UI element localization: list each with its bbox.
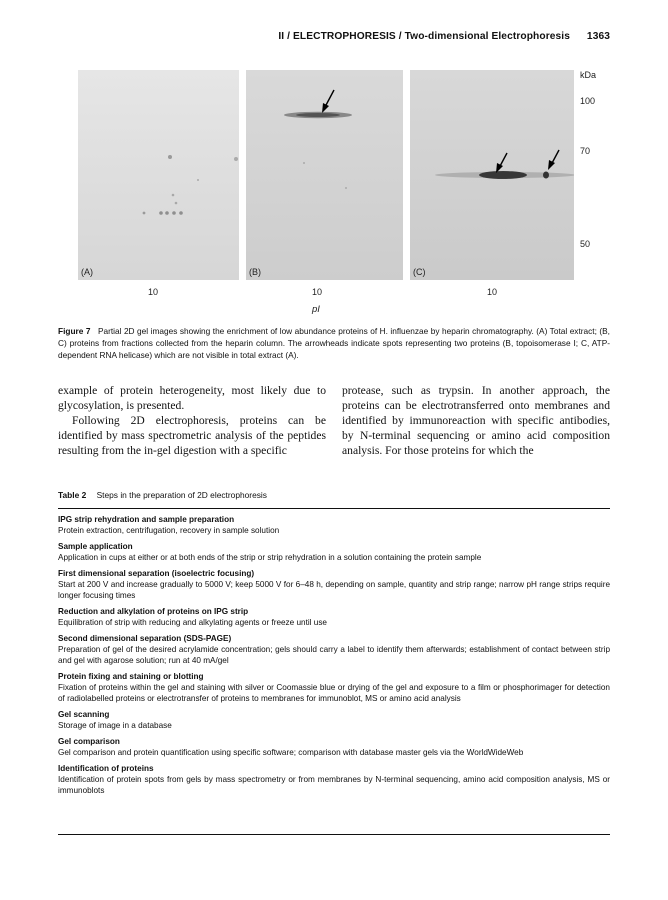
table-body xyxy=(58,514,610,801)
step-title: Second dimensional separation (SDS-PAGE) xyxy=(58,633,232,643)
step-description: Protein extraction, centrifugation, recovery in sample solution xyxy=(58,526,280,536)
gel-panel-c xyxy=(410,70,574,280)
gel-b-image xyxy=(246,70,403,280)
table-row xyxy=(58,671,610,705)
panel-label-a: (A) xyxy=(81,267,93,277)
step-description: Fixation of proteins within the gel and staining with silver or Coomassie blue or drying of the gel and exposure to a film or phosphorimager for detection of radiolabelled proteins or electrotransfer of proteins to membranes for immunoblot, MS or amino acid analysis xyxy=(58,683,610,704)
table-row xyxy=(58,568,610,602)
running-head xyxy=(278,31,610,42)
step-description: Storage of image in a database xyxy=(58,721,172,731)
caption-text: Partial 2D gel images showing the enrichment of low abundance proteins of H. influenzae by heparin chromatography. (A) Total extract; (B, C) proteins from fractions collected from the heparin column. The arrowheads indicate spots representing two proteins (B, topoisomerase I; C, ATP-dependent RNA helicase) which are not visible in total extract (A). xyxy=(58,326,610,360)
table-bottom-rule xyxy=(58,834,610,835)
body-column-left xyxy=(58,383,326,458)
x-axis-label: pI xyxy=(312,304,320,315)
table-row xyxy=(58,736,610,758)
page-number: 1363 xyxy=(586,31,610,42)
paragraph: protease, such as trypsin. In another approach, the proteins can be electrotransferred onto membranes and identified by immunoreaction with specific antibodies, by N-terminal sequencing or amino acid composition analysis. For those proteins for which the xyxy=(342,384,610,457)
step-title: Sample application xyxy=(58,541,133,551)
arrow-icon xyxy=(548,150,559,170)
gel-panel-a xyxy=(78,70,239,280)
panel-label-c: (C) xyxy=(413,267,426,277)
kda-tick: 50 xyxy=(580,239,591,249)
step-title: Protein fixing and staining or blotting xyxy=(58,671,204,681)
step-title: Identification of proteins xyxy=(58,763,154,773)
gel-panel-b xyxy=(246,70,403,280)
table-row xyxy=(58,763,610,797)
table-row xyxy=(58,709,610,731)
panel-label-b: (B) xyxy=(249,267,261,277)
step-title: Gel scanning xyxy=(58,710,110,720)
paragraph: example of protein heterogeneity, most likely due to glycosylation, is presented. xyxy=(58,384,326,412)
x-tick: 10 xyxy=(487,287,498,297)
caption-label: Figure 7 xyxy=(58,326,91,336)
kda-tick: 100 xyxy=(580,96,596,106)
step-title: IPG strip rehydration and sample preparation xyxy=(58,515,235,524)
step-description: Gel comparison and protein quantification using specific software; comparison with database master gels via the WorldWideWeb xyxy=(58,748,524,758)
step-title: Reduction and alkylation of proteins on IPG strip xyxy=(58,606,249,616)
table-top-rule xyxy=(58,508,610,509)
step-description: Equilibration of strip with reducing and alkylating agents or freeze until use xyxy=(58,618,327,628)
step-description: Application in cups at either or at both ends of the strip or strip rehydration in a solution containing the protein sample xyxy=(58,553,482,563)
figure-caption xyxy=(58,325,610,361)
table-caption: Steps in the preparation of 2D electrophoresis xyxy=(96,490,267,500)
gel-c-image xyxy=(410,70,574,280)
table-label: Table 2 xyxy=(58,490,87,500)
paragraph: Following 2D electrophoresis, proteins can be identified by mass spectrometric analysis of the peptides resulting from the in-gel digestion with a specific xyxy=(58,414,326,457)
gel-a-image xyxy=(78,70,239,280)
arrow-icon xyxy=(322,90,334,113)
arrow-icon xyxy=(496,153,507,173)
kda-tick: 70 xyxy=(580,146,591,156)
table-title xyxy=(58,490,267,500)
running-title: II / ELECTROPHORESIS / Two-dimensional Electrophoresis xyxy=(278,31,570,42)
table-row xyxy=(58,514,610,536)
table-row xyxy=(58,541,610,563)
table-row xyxy=(58,633,610,667)
body-column-right xyxy=(342,383,610,458)
step-description: Identification of protein spots from gels by mass spectrometry or from membranes by N-terminal sequencing, amino acid composition analysis, MS or immunoblots xyxy=(58,775,610,796)
table-row xyxy=(58,606,610,628)
step-description: Preparation of gel of the desired acrylamide concentration; gels should carry a label to identify them afterwards; establishment of contact between strip and gel with agarose solution; run at 40 mA/gel xyxy=(58,645,610,666)
step-description: Start at 200 V and increase gradually to 5000 V; keep 5000 V for 6–48 h, depending on sample, quantity and strip range; narrow pH range strips require longer focusing times xyxy=(58,580,610,601)
x-tick: 10 xyxy=(148,287,159,297)
kda-unit-label: kDa xyxy=(580,70,597,80)
step-title: Gel comparison xyxy=(58,736,120,746)
step-title: First dimensional separation (isoelectric focusing) xyxy=(58,568,255,578)
x-tick: 10 xyxy=(312,287,323,297)
